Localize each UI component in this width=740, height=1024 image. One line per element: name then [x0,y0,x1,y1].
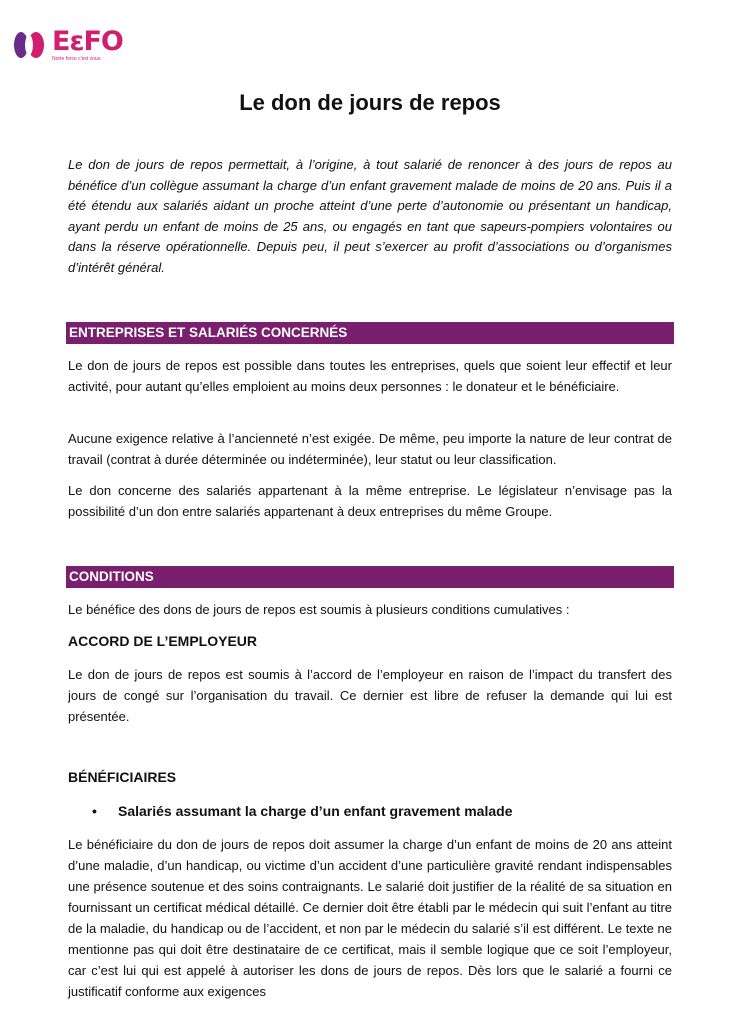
paragraph: Le don concerne des salariés appartenant à la même entreprise. Le législateur n’envisage pas la possibilité d’un don entre salariés appartenant à deux entreprises du même Groupe. [68,483,672,519]
section-heading-conditions: CONDITIONS [66,566,674,588]
paragraph: Le don de jours de repos est soumis à l’accord de l’employeur en raison de l’impact du transfert des jours de congé sur l’organisation du travail. Ce dernier est libre de refuser la demande qui lui est présentée. [68,667,672,724]
subheading-beneficiaires: BÉNÉFICIAIRES [68,769,177,785]
bullet-item [92,803,512,819]
logo-tagline: Notre force c'est vous. [52,56,102,62]
paragraph: Le bénéfice des dons de jours de repos est soumis à plusieurs conditions cumulatives : [68,602,570,617]
paragraph: Aucune exigence relative à l’ancienneté n’est exigée. De même, peu importe la nature de leur contrat de travail (contrat à durée déterminée ou indéterminée), leur statut ou leur classification. [68,431,672,467]
subheading-accord: ACCORD DE L’EMPLOYEUR [68,633,258,649]
bullet-label: Salariés assumant la charge d’un enfant gravement malade [118,803,513,819]
logo-text: EεFO [52,26,123,57]
section-heading-entreprises: ENTREPRISES ET SALARIÉS CONCERNÉS [66,322,674,344]
paragraph: Le bénéficiaire du don de jours de repos doit assumer la charge d’un enfant de moins de 20 ans atteint d’une maladie, d’un handicap, ou victime d’un accident d’une particulière gravité rendant indispensables une présence soutenue et des soins contraignants. Le salarié doit justifier de la réalité de sa situation en fournissant un certificat médical détaillé. Ce dernier doit être établi par le médecin qui suit l’enfant au titre de la maladie, du handicap ou de l’accident, et non par le médecin du salarié s’il est différent. Le texte ne mentionne pas qui doit être destinataire de ce certificat, mais il semble logique que ce soit l’employeur, car c’est lui qui est appelé à autoriser les dons de jours de repos. Dès lors que le salarié a fourni ce justificatif conforme aux exigences [68,837,672,999]
efo-logo [12,26,122,66]
paragraph: Le don de jours de repos est possible dans toutes les entreprises, quels que soient leur effectif et leur activité, pour autant qu’elles emploient au moins deux personnes : le donateur et le bénéficiaire. [68,358,672,394]
logo-mark-icon [12,28,46,62]
page-title: Le don de jours de repos [239,90,501,115]
bullet-dot-icon: • [92,803,97,819]
intro-paragraph: Le don de jours de repos permettait, à l’origine, à tout salarié de renoncer à des jours de repos au bénéfice d’un collègue assumant la charge d’un enfant gravement malade de moins de 20 ans. Puis il a été étendu aux salariés aidant un proche atteint d’une perte d’autonomie ou présentant un handicap, ayant perdu un enfant de moins de 25 ans, ou engagés en tant que sapeurs-pompiers volontaires ou dans la réserve opérationnelle. Depuis peu, il peut s’exercer au profit d’associations ou d’organismes d’intérêt général. [68,157,672,275]
